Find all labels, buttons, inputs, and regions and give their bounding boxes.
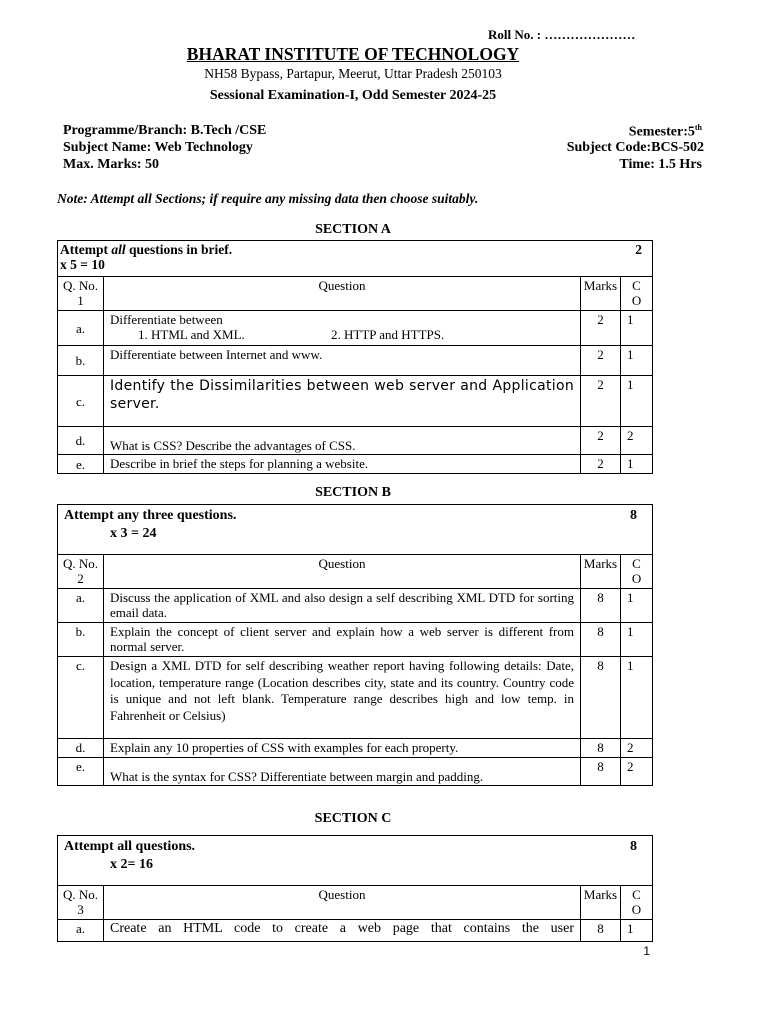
question-label: c. — [58, 657, 104, 739]
table-row — [58, 311, 653, 346]
question-text: What is the syntax for CSS? Differentiate between margin and padding. — [104, 758, 581, 786]
co-header: C O — [621, 886, 653, 920]
question-label: a. — [58, 589, 104, 623]
section-a-instruction-row — [58, 241, 653, 277]
question-co: 1 — [621, 346, 653, 376]
list-item: 1. HTML and XML. — [138, 327, 245, 342]
subject-code: Subject Code:BCS-502 — [566, 140, 704, 155]
subject-name: Subject Name: Web Technology — [63, 140, 253, 155]
question-co: 1 — [621, 376, 653, 427]
section-c-title: SECTION C — [314, 811, 392, 826]
question-co: 1 — [621, 455, 653, 474]
exam-note: Note: Attempt all Sections; if require any missing data then choose suitably. — [57, 191, 479, 206]
table-row — [58, 427, 653, 455]
question-header: Question — [104, 886, 581, 920]
semester-sup: th — [694, 123, 702, 132]
co-header: C O — [621, 555, 653, 589]
question-text: Differentiate between Internet and www. — [104, 346, 581, 376]
table-row — [58, 346, 653, 376]
list-item: 2. HTTP and HTTPS. — [331, 327, 445, 342]
section-b-instruction-row — [58, 505, 653, 555]
question-marks: 2 — [581, 455, 621, 474]
question-co: 2 — [621, 427, 653, 455]
question-marks: 2 — [581, 311, 621, 346]
table-row — [58, 758, 653, 786]
question-co: 2 — [621, 739, 653, 758]
co-header: C O — [621, 277, 653, 311]
section-c-instruction-text: Attempt all questions. — [64, 839, 196, 854]
max-marks: Max. Marks: 50 — [63, 157, 160, 172]
exam-title: Sessional Examination-I, Odd Semester 2024-25 — [209, 88, 497, 103]
question-label: a. — [58, 311, 104, 346]
exam-time: Time: 1.5 Hrs — [619, 157, 702, 172]
semester — [629, 123, 702, 141]
question-co: 2 — [621, 758, 653, 786]
page-number: 1 — [643, 944, 650, 958]
section-b-title: SECTION B — [315, 485, 391, 500]
question-co: 1 — [621, 920, 653, 942]
table-row — [58, 376, 653, 427]
question-header: Question — [104, 555, 581, 589]
question-marks: 2 — [581, 376, 621, 427]
section-a-marks-line: x 5 = 10 — [60, 257, 105, 272]
question-label: b. — [58, 346, 104, 376]
question-label: c. — [58, 376, 104, 427]
question-co: 1 — [621, 623, 653, 657]
table-row — [58, 623, 653, 657]
table-row — [58, 589, 653, 623]
question-marks: 8 — [581, 920, 621, 942]
question-text: Describe in brief the steps for planning a website. — [104, 455, 581, 474]
section-b-marks-line: x 3 = 24 — [110, 526, 157, 541]
section-a-title: SECTION A — [315, 222, 391, 237]
marks-header: Marks — [581, 555, 621, 589]
section-b-marks: 8 — [630, 508, 638, 523]
question-text: Differentiate between 1. HTML and XML. 2. HTTP and HTTPS. — [104, 311, 581, 346]
section-b-instruction-text: Attempt any three questions. — [64, 508, 237, 523]
table-row — [58, 657, 653, 739]
question-marks: 8 — [581, 589, 621, 623]
question-label: e. — [58, 455, 104, 474]
semester-text: Semester:5 — [628, 124, 695, 140]
question-marks: 8 — [581, 657, 621, 739]
section-a-header-row — [58, 277, 653, 311]
marks-header: Marks — [581, 277, 621, 311]
section-b-table — [57, 504, 653, 786]
institute-name: BHARAT INSTITUTE OF TECHNOLOGY — [186, 44, 520, 64]
question-label: e. — [58, 758, 104, 786]
question-label: d. — [58, 739, 104, 758]
table-row — [58, 455, 653, 474]
question-co: 1 — [621, 311, 653, 346]
section-a-instruction-text: Attempt all questions in brief. — [60, 242, 233, 257]
question-marks: 2 — [581, 427, 621, 455]
marks-header: Marks — [581, 886, 621, 920]
section-a-marks: 2 — [635, 242, 643, 257]
question-text: Explain any 10 properties of CSS with examples for each property. — [104, 739, 581, 758]
section-a-instruction — [58, 241, 653, 277]
section-b-header-row — [58, 555, 653, 589]
section-c-instruction — [58, 836, 653, 886]
question-marks: 8 — [581, 623, 621, 657]
question-text: Explain the concept of client server and explain how a web server is different from normal server. — [104, 623, 581, 657]
question-label: b. — [58, 623, 104, 657]
question-co: 1 — [621, 589, 653, 623]
qno-header: Q. No. 2 — [58, 555, 104, 589]
question-label: a. — [58, 920, 104, 942]
question-text: Create an HTML code to create a web page that contains the user — [104, 920, 581, 942]
question-text: Design a XML DTD for self describing weather report having following details: Date, location, temperature range (Location describes city, state and its country. Country code is unique and not left blank. Temperature range describes high and low temp. in Fahrenheit or Celsius) — [104, 657, 581, 739]
roll-number: Roll No. : ………………… — [488, 27, 636, 42]
programme-branch: Programme/Branch: B.Tech /CSE — [63, 123, 267, 138]
section-c-table — [57, 835, 653, 942]
section-c-header-row — [58, 886, 653, 920]
section-c-marks: 8 — [630, 839, 637, 854]
institute-address: NH58 Bypass, Partapur, Meerut, Uttar Pradesh 250103 — [204, 66, 502, 81]
question-co: 1 — [621, 657, 653, 739]
question-label: d. — [58, 427, 104, 455]
table-row — [58, 920, 653, 942]
question-text: What is CSS? Describe the advantages of CSS. — [104, 427, 581, 455]
section-b-instruction — [58, 505, 653, 555]
section-c-instruction-row — [58, 836, 653, 886]
question-marks: 8 — [581, 758, 621, 786]
section-c-marks-line: x 2= 16 — [110, 857, 153, 872]
question-marks: 2 — [581, 346, 621, 376]
question-text: Identify the Dissimilarities between web server and Application server. — [104, 376, 581, 427]
section-a-table — [57, 240, 653, 474]
qno-header: Q. No. 3 — [58, 886, 104, 920]
table-row — [58, 739, 653, 758]
qno-header: Q. No. 1 — [58, 277, 104, 311]
question-marks: 8 — [581, 739, 621, 758]
question-text: Discuss the application of XML and also design a self describing XML DTD for sorting email data. — [104, 589, 581, 623]
question-header: Question — [104, 277, 581, 311]
